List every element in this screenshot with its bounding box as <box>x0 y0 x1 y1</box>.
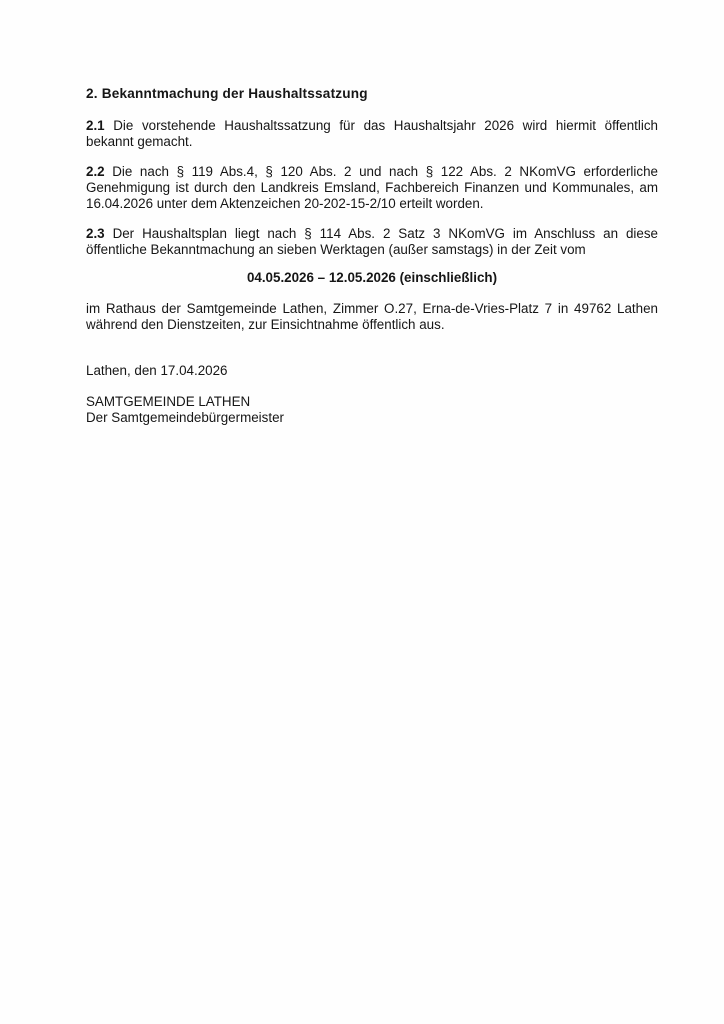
section-2-2 <box>86 164 658 212</box>
location-paragraph: im Rathaus der Samtgemeinde Lathen, Zimmer O.27, Erna-de-Vries-Platz 7 in 49762 Lathen während den Dienstzeiten, zur Einsichtnahme öffentlich aus. <box>86 301 658 332</box>
section-2-2-number: 2.2 <box>86 164 105 179</box>
section-2-1 <box>86 118 658 150</box>
section-2-3 <box>86 226 658 258</box>
section-2-1-number: 2.1 <box>86 118 105 133</box>
section-2-1-text: Die vorstehende Haushaltssatzung für das Haushaltsjahr 2026 wird hiermit öffentlich bekannt gemacht. <box>86 118 658 149</box>
section-2-3-text: Der Haushaltsplan liegt nach § 114 Abs. 2 Satz 3 NKomVG im Anschluss an diese öffentliche Bekanntmachung an sieben Werktagen (außer samstags) in der Zeit vom <box>86 226 658 257</box>
signature-organization: SAMTGEMEINDE LATHEN <box>86 394 251 409</box>
signature-title: Der Samtgemeindebürgermeister <box>86 410 284 425</box>
section-2-3-number: 2.3 <box>86 226 105 241</box>
dateline: Lathen, den 17.04.2026 <box>86 363 228 378</box>
section-2-2-text: Die nach § 119 Abs.4, § 120 Abs. 2 und nach § 122 Abs. 2 NKomVG erforderliche Genehmigung ist durch den Landkreis Emsland, Fachbereich Finanzen und Kommunales, am 16.04.2026 unter dem Aktenzeichen 20-202-15-2/10 erteilt worden. <box>86 164 658 211</box>
document-content <box>86 86 658 426</box>
document-heading: 2. Bekanntmachung der Haushaltssatzung <box>86 86 368 101</box>
signature-block <box>86 394 658 426</box>
display-period: 04.05.2026 – 12.05.2026 (einschließlich) <box>246 270 498 285</box>
